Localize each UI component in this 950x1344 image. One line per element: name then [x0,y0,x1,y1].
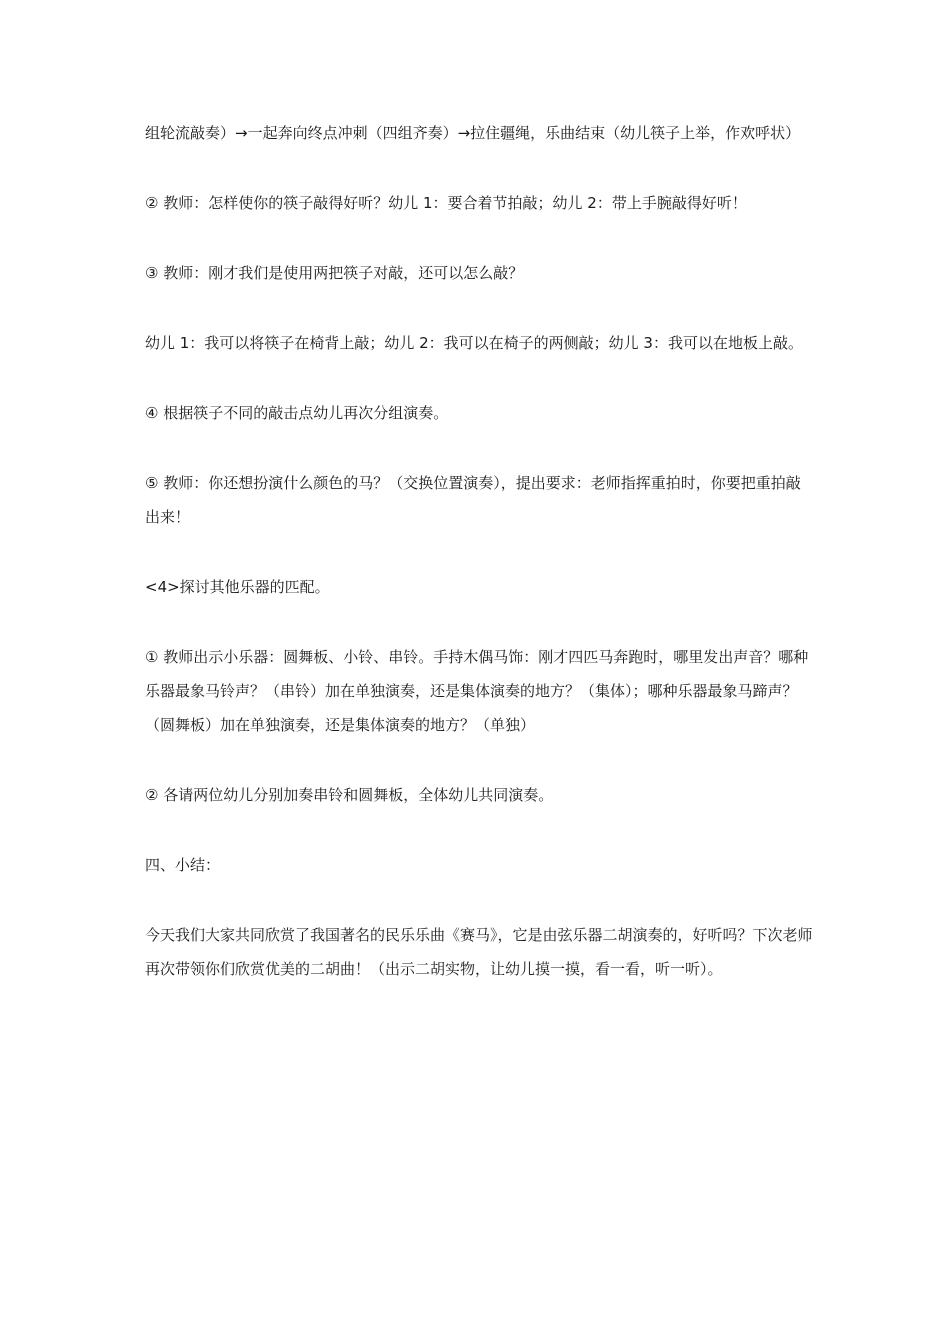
paragraph-step-2: ② 教师：怎样使你的筷子敲得好听？幼儿 1：要合着节拍敲；幼儿 2：带上手腕敲得好听！ [145,194,747,212]
paragraph-instruments-2: ② 各请两位幼儿分别加奏串铃和圆舞板，全体幼儿共同演奏。 [145,786,554,804]
paragraph-instruments-1: ① 教师出示小乐器：圆舞板、小铃、串铃。手持木偶马饰：刚才四匹马奔跑时，哪里发出声音？哪种乐器最象马铃声？（串铃）加在单独演奏，还是集体演奏的地方？（集体）；哪种乐器最象马蹄声？（圆舞板）加在单独演奏，还是集体演奏的地方？（单独） [145,648,809,734]
paragraph-step-5: ⑤ 教师：你还想扮演什么颜色的马？（交换位置演奏），提出要求：老师指挥重拍时，你要把重拍敲出来！ [145,474,801,526]
paragraph-summary: 今天我们大家共同欣赏了我国著名的民乐乐曲《赛马》，它是由弦乐器二胡演奏的，好听吗？下次老师再次带领你们欣赏优美的二胡曲！（出示二胡实物，让幼儿摸一摸，看一看，听一听）。 [145,926,813,978]
section-heading-instruments: <4>探讨其他乐器的匹配。 [145,578,330,596]
paragraph-continuation: 组轮流敲奏）→一起奔向终点冲刺（四组齐奏）→拉住疆绳，乐曲结束（幼儿筷子上举，作欢呼状） [145,124,801,142]
paragraph-step-3: ③ 教师：刚才我们是使用两把筷子对敲，还可以怎么敲？ [145,264,524,282]
section-heading-summary: 四、小结： [145,856,221,874]
document-body [145,116,815,1022]
paragraph-step-4: ④ 根据筷子不同的敲击点幼儿再次分组演奏。 [145,404,449,422]
paragraph-children-answers: 幼儿 1：我可以将筷子在椅背上敲；幼儿 2：我可以在椅子的两侧敲；幼儿 3：我可以在地板上敲。 [145,334,803,352]
